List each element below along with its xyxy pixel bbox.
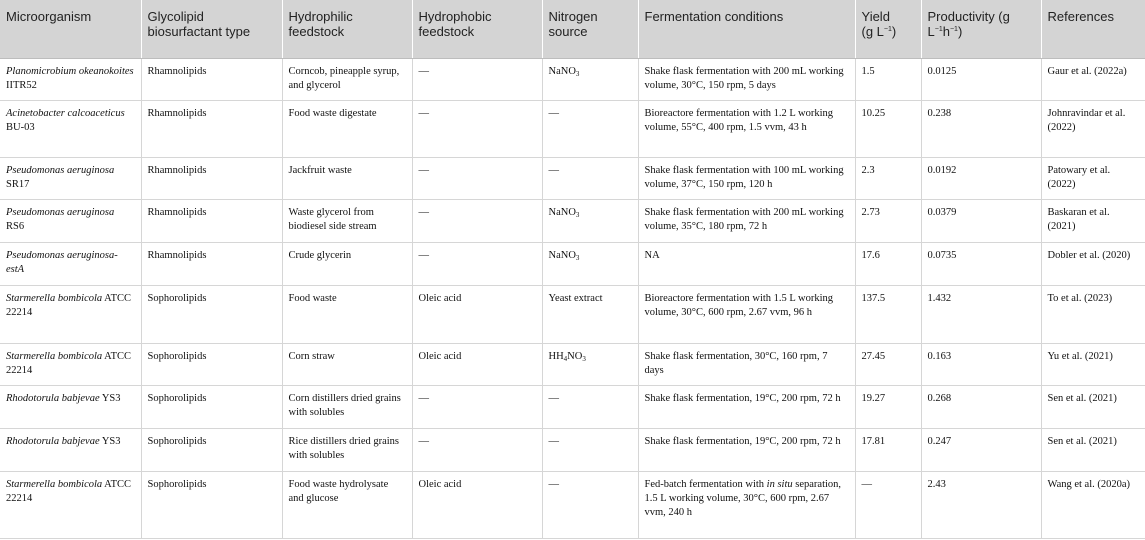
cell-conditions: Shake flask fermentation with 200 mL working volume, 35°C, 180 rpm, 72 h [638, 199, 855, 242]
cell-nitrogen [542, 285, 638, 343]
cell-type: Rhamnolipids [141, 199, 282, 242]
organism-strain: YS3 [99, 392, 121, 404]
cell-productivity: 0.238 [921, 100, 1041, 157]
cell-nitrogen [542, 242, 638, 285]
cell-type: Rhamnolipids [141, 100, 282, 157]
nitrogen-subscript: 3 [575, 69, 580, 78]
cell-type: Sophorolipids [141, 343, 282, 385]
cell-conditions: Shake flask fermentation with 100 mL working volume, 37°C, 150 rpm, 120 h [638, 157, 855, 199]
organism-strain: RS6 [6, 220, 25, 232]
cell-microorganism [0, 58, 141, 100]
cell-conditions: Bioreactore fermentation with 1.5 L working volume, 30°C, 600 rpm, 2.67 vvm, 96 h [638, 285, 855, 343]
conditions-italic: in situ [766, 478, 793, 490]
cell-microorganism [0, 471, 141, 538]
cell-nitrogen [542, 199, 638, 242]
table-row [0, 242, 1145, 285]
nitrogen-text: HH [548, 350, 564, 362]
table-row [0, 199, 1145, 242]
cell-hydrophobic: Oleic acid [412, 285, 542, 343]
nitrogen-text: — [548, 392, 559, 404]
cell-type: Sophorolipids [141, 285, 282, 343]
cell-productivity: 1.432 [921, 285, 1041, 343]
organism-name: Starmerella bombicola [6, 478, 103, 490]
cell-reference: Johnravindar et al. (2022) [1041, 100, 1145, 157]
organism-name: Rhodotorula babjevae [6, 435, 100, 447]
cell-productivity: 0.0379 [921, 199, 1041, 242]
table-row [0, 343, 1145, 385]
cell-microorganism [0, 343, 141, 385]
nitrogen-text: — [548, 435, 559, 447]
cell-hydrophobic: — [412, 157, 542, 199]
organism-strain: ATCC 22214 [6, 478, 132, 504]
header-nitrogen-source: Nitrogen source [542, 0, 638, 58]
conditions-text-2: separation, 1.5 L working volume, 30°C, 600 rpm, 2.67 vvm, 240 h [644, 478, 842, 518]
cell-type: Sophorolipids [141, 471, 282, 538]
cell-microorganism [0, 199, 141, 242]
header-hydrophilic-feedstock: Hydrophilic feedstock [282, 0, 412, 58]
cell-nitrogen [542, 471, 638, 538]
header-row [0, 0, 1145, 58]
table-row [0, 385, 1145, 428]
header-hydrophobic-feedstock: Hydrophobic feedstock [412, 0, 542, 58]
cell-yield: 2.3 [855, 157, 921, 199]
productivity-h: h [942, 24, 950, 39]
cell-yield: 137.5 [855, 285, 921, 343]
cell-type: Sophorolipids [141, 428, 282, 471]
cell-hydrophilic: Jackfruit waste [282, 157, 412, 199]
organism-strain: IITR52 [6, 79, 37, 91]
organism-strain: ATCC 22214 [6, 350, 132, 376]
cell-conditions: Shake flask fermentation, 30°C, 160 rpm, 7 days [638, 343, 855, 385]
cell-hydrophilic: Corncob, pineapple syrup, and glycerol [282, 58, 412, 100]
header-productivity [921, 0, 1041, 58]
cell-hydrophobic: — [412, 58, 542, 100]
organism-name: Planomicrobium okeanokoites [6, 65, 134, 77]
cell-productivity: 2.43 [921, 471, 1041, 538]
cell-hydrophilic: Rice distillers dried grains with solubles [282, 428, 412, 471]
cell-nitrogen [542, 385, 638, 428]
cell-yield: 17.6 [855, 242, 921, 285]
organism-name: Acinetobacter calcoaceticus [6, 107, 125, 119]
yield-unit: (g L [861, 24, 884, 39]
cell-hydrophobic: Oleic acid [412, 343, 542, 385]
cell-hydrophobic: Oleic acid [412, 471, 542, 538]
cell-hydrophilic: Crude glycerin [282, 242, 412, 285]
nitrogen-text: — [548, 107, 559, 119]
conditions-text: Fed-batch fermentation with [644, 478, 767, 490]
nitrogen-subscript: 3 [575, 253, 580, 262]
cell-productivity: 0.0125 [921, 58, 1041, 100]
cell-hydrophobic: — [412, 385, 542, 428]
productivity-exp-2: −1 [949, 26, 958, 33]
organism-name: Pseudomonas aeruginosa [6, 164, 115, 176]
nitrogen-text: NaNO [548, 249, 576, 261]
cell-nitrogen [542, 343, 638, 385]
productivity-label: Productivity (g L [927, 9, 1010, 39]
cell-yield: 17.81 [855, 428, 921, 471]
cell-yield: 1.5 [855, 58, 921, 100]
nitrogen-text: — [548, 478, 559, 490]
cell-nitrogen [542, 428, 638, 471]
cell-hydrophilic: Food waste hydrolysate and glucose [282, 471, 412, 538]
nitrogen-text: — [548, 164, 559, 176]
cell-microorganism [0, 428, 141, 471]
table-row [0, 157, 1145, 199]
organism-strain: SR17 [6, 178, 30, 190]
organism-name: Starmerella bombicola [6, 350, 103, 362]
organism-name: Starmerella bombicola [6, 292, 103, 304]
cell-yield: 10.25 [855, 100, 921, 157]
cell-conditions [638, 471, 855, 538]
table-row [0, 100, 1145, 157]
organism-name: Pseudomonas aeruginosa [6, 206, 115, 218]
cell-reference: Patowary et al. (2022) [1041, 157, 1145, 199]
productivity-close: ) [957, 24, 963, 39]
cell-hydrophilic: Food waste digestate [282, 100, 412, 157]
cell-microorganism [0, 242, 141, 285]
cell-yield: 19.27 [855, 385, 921, 428]
cell-reference: To et al. (2023) [1041, 285, 1145, 343]
cell-hydrophilic: Corn straw [282, 343, 412, 385]
cell-productivity: 0.0735 [921, 242, 1041, 285]
cell-reference: Sen et al. (2021) [1041, 385, 1145, 428]
yield-label: Yield [861, 9, 890, 24]
cell-reference: Yu et al. (2021) [1041, 343, 1145, 385]
yield-unit-close: ) [891, 24, 897, 39]
cell-type: Rhamnolipids [141, 242, 282, 285]
organism-strain: ATCC 22214 [6, 292, 132, 318]
cell-hydrophilic: Waste glycerol from biodiesel side stream [282, 199, 412, 242]
cell-reference: Dobler et al. (2020) [1041, 242, 1145, 285]
cell-microorganism [0, 285, 141, 343]
nitrogen-text: Yeast extract [548, 292, 603, 304]
table-row [0, 58, 1145, 100]
header-fermentation-conditions: Fermentation conditions [638, 0, 855, 58]
cell-reference: Baskaran et al. (2021) [1041, 199, 1145, 242]
nitrogen-subscript: 4 [563, 354, 568, 363]
cell-hydrophobic: — [412, 199, 542, 242]
cell-conditions: Bioreactore fermentation with 1.2 L working volume, 55°C, 400 rpm, 1.5 vvm, 43 h [638, 100, 855, 157]
cell-type: Rhamnolipids [141, 157, 282, 199]
organism-name: Rhodotorula babjevae [6, 392, 100, 404]
cell-hydrophilic: Corn distillers dried grains with solubles [282, 385, 412, 428]
cell-nitrogen [542, 157, 638, 199]
cell-type: Sophorolipids [141, 385, 282, 428]
table-row [0, 285, 1145, 343]
cell-yield: 2.73 [855, 199, 921, 242]
cell-productivity: 0.0192 [921, 157, 1041, 199]
header-biosurfactant-type: Glycolipid biosurfactant type [141, 0, 282, 58]
cell-hydrophilic: Food waste [282, 285, 412, 343]
organism-name: Pseudomonas aeruginosa-estA [6, 249, 118, 275]
cell-productivity: 0.268 [921, 385, 1041, 428]
cell-productivity: 0.247 [921, 428, 1041, 471]
cell-conditions: NA [638, 242, 855, 285]
nitrogen-text: NaNO [548, 206, 576, 218]
table-row [0, 471, 1145, 538]
cell-conditions: Shake flask fermentation with 200 mL working volume, 30°C, 150 rpm, 5 days [638, 58, 855, 100]
header-yield [855, 0, 921, 58]
cell-type: Rhamnolipids [141, 58, 282, 100]
cell-reference: Gaur et al. (2022a) [1041, 58, 1145, 100]
header-references: References [1041, 0, 1145, 58]
nitrogen-subscript: 3 [575, 210, 580, 219]
cell-nitrogen [542, 100, 638, 157]
cell-hydrophobic: — [412, 100, 542, 157]
cell-reference: Wang et al. (2020a) [1041, 471, 1145, 538]
nitrogen-text-2: NO [567, 350, 583, 362]
cell-microorganism [0, 100, 141, 157]
cell-productivity: 0.163 [921, 343, 1041, 385]
nitrogen-subscript-2: 3 [582, 354, 586, 363]
yield-unit-exponent: −1 [883, 26, 892, 33]
cell-nitrogen [542, 58, 638, 100]
cell-yield: 27.45 [855, 343, 921, 385]
organism-strain: BU-03 [6, 121, 35, 133]
cell-microorganism [0, 157, 141, 199]
cell-hydrophobic: — [412, 428, 542, 471]
header-microorganism: Microorganism [0, 0, 141, 58]
nitrogen-text: NaNO [548, 65, 576, 77]
productivity-exp-1: −1 [934, 26, 943, 33]
organism-strain: YS3 [99, 435, 121, 447]
cell-hydrophobic: — [412, 242, 542, 285]
cell-yield: — [855, 471, 921, 538]
cell-conditions: Shake flask fermentation, 19°C, 200 rpm, 72 h [638, 428, 855, 471]
table-row [0, 428, 1145, 471]
cell-conditions: Shake flask fermentation, 19°C, 200 rpm, 72 h [638, 385, 855, 428]
cell-reference: Sen et al. (2021) [1041, 428, 1145, 471]
cell-microorganism [0, 385, 141, 428]
